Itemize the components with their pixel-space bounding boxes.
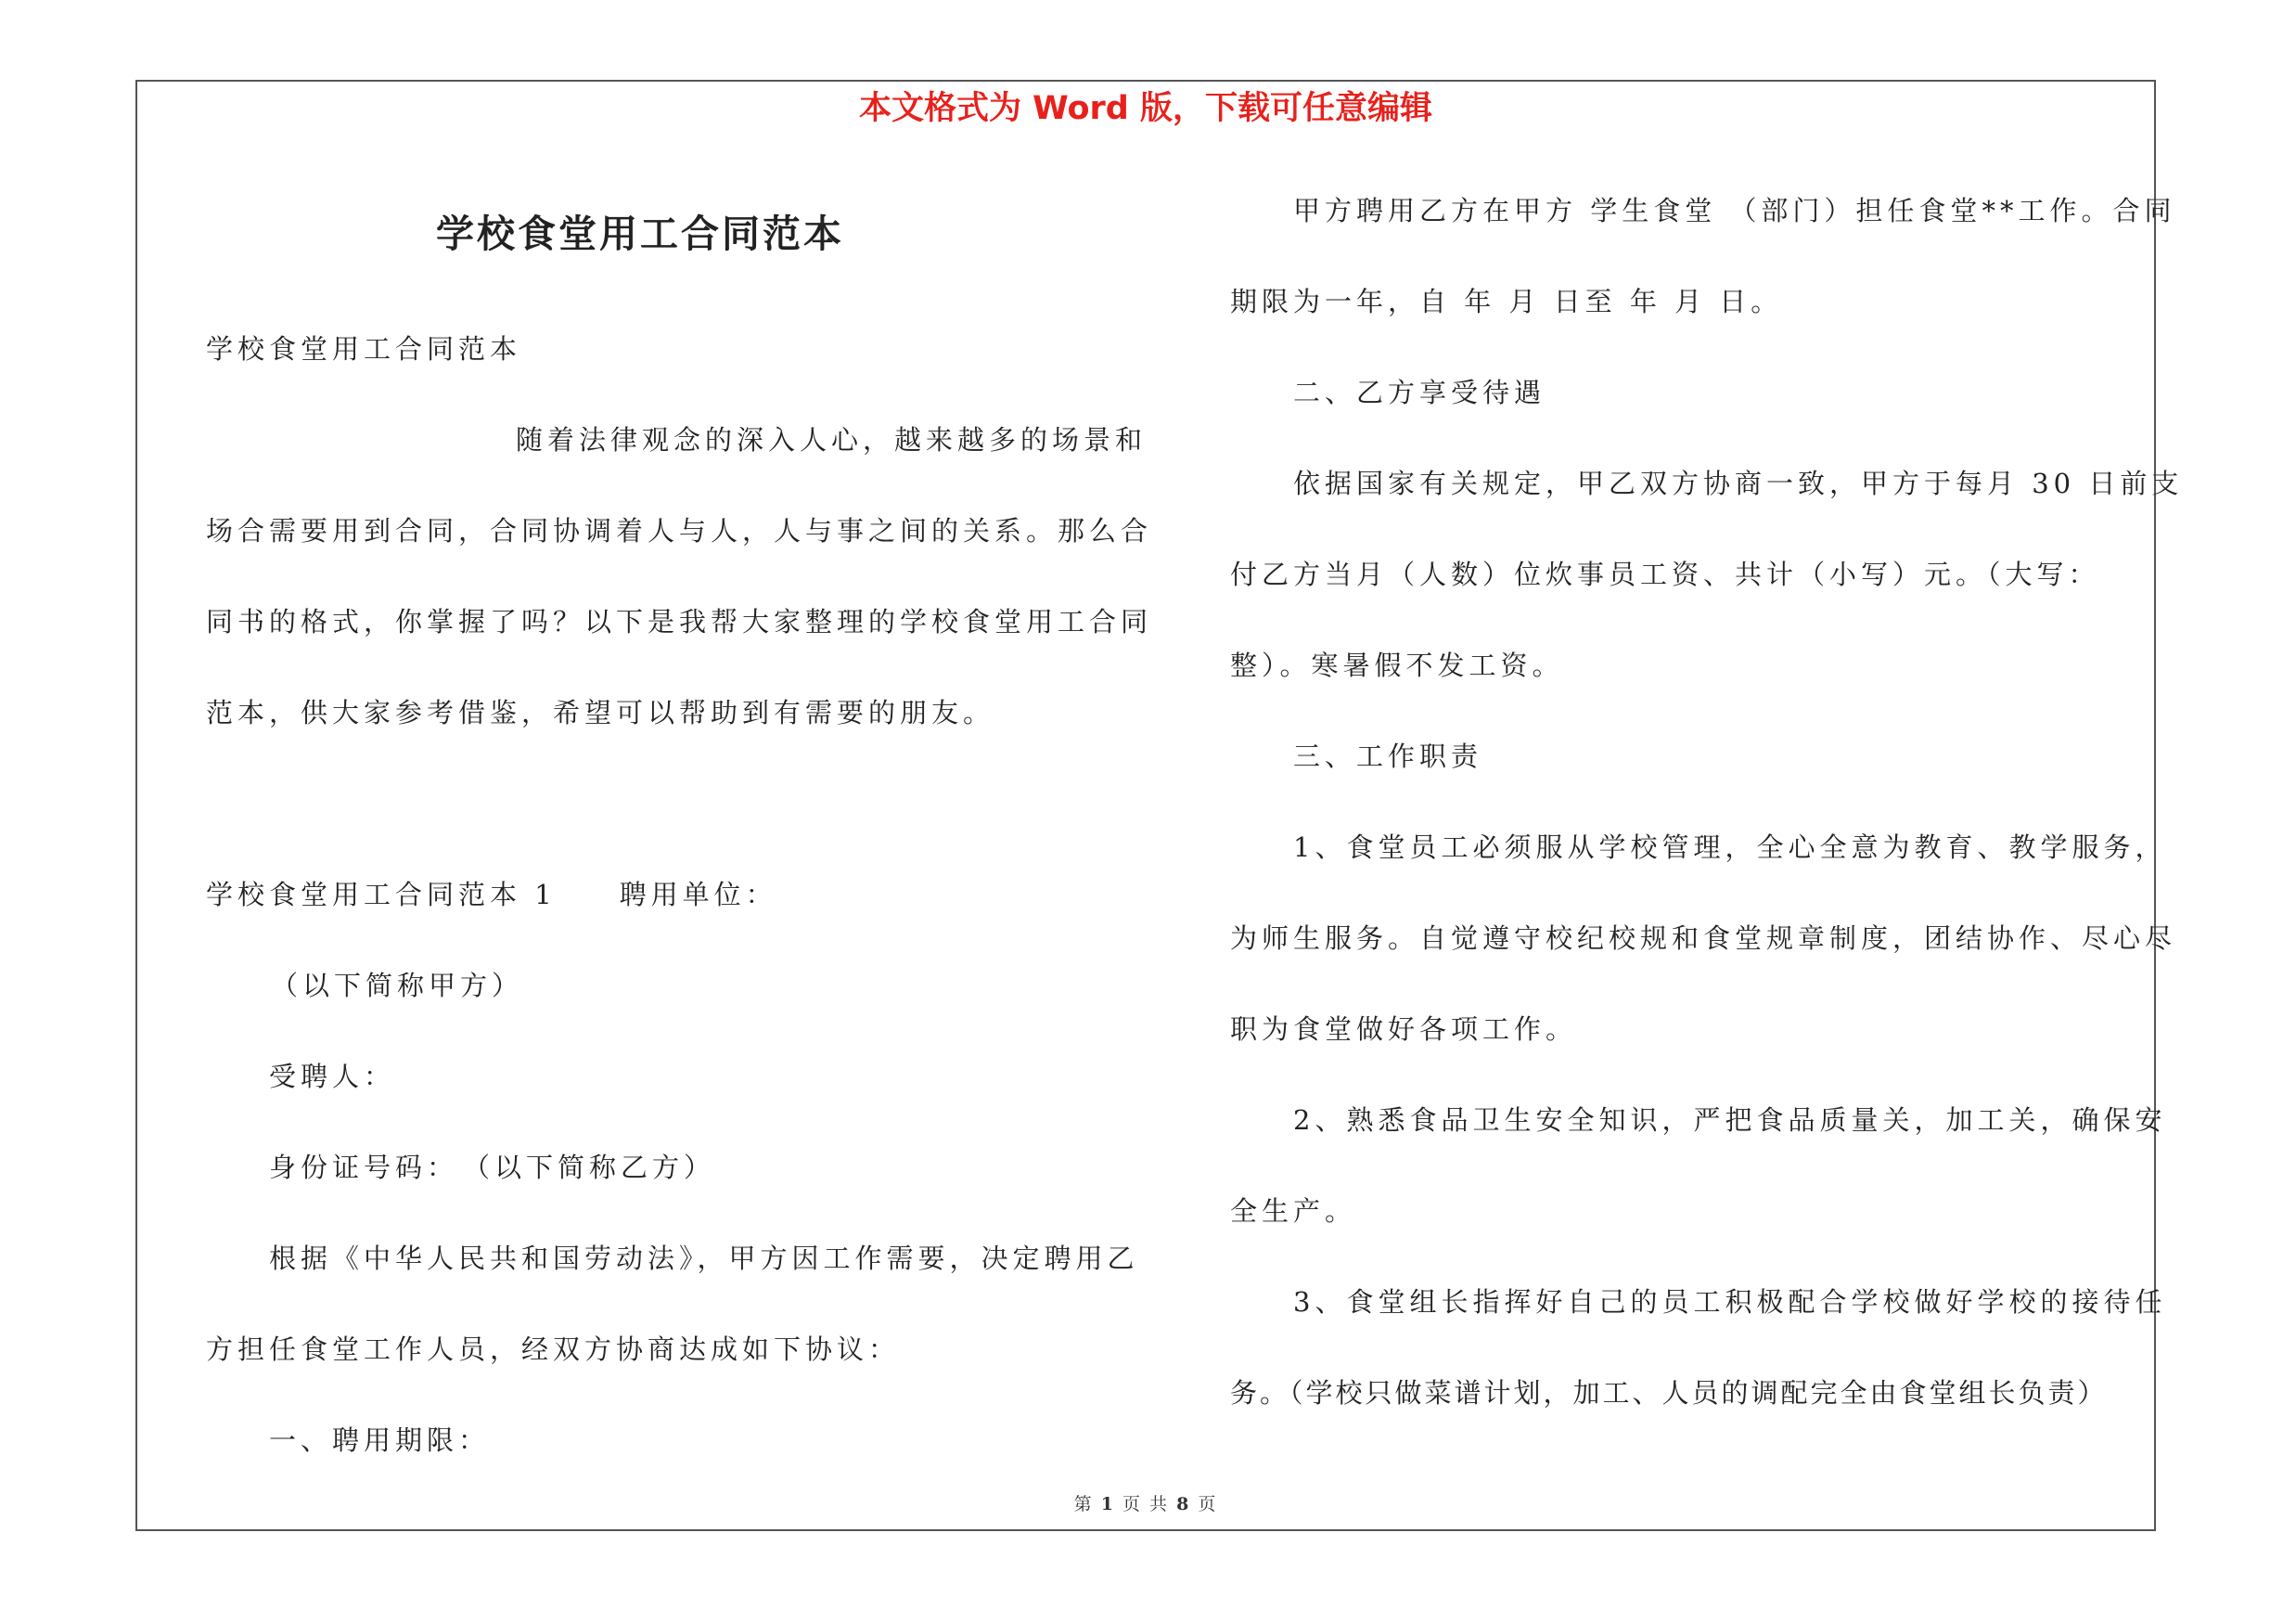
- page-number-middle: 页 共: [1122, 1494, 1170, 1514]
- paragraph-line: 受聘人：: [269, 1061, 396, 1092]
- section-heading-line: 三、工作职责: [1293, 741, 1483, 772]
- document-title: 学校食堂用工合同范本: [436, 212, 844, 256]
- section-heading-line: 一、聘用期限：: [269, 1424, 491, 1456]
- paragraph-line: 期限为一年，自 年 月 日至 年 月 日。: [1230, 286, 1783, 317]
- section-heading-line: 二、乙方享受待遇: [1293, 377, 1546, 408]
- paragraph-line: 身份证号码： （以下简称乙方）: [269, 1152, 716, 1183]
- paragraph-line: 整）。寒暑假不发工资。: [1230, 650, 1564, 681]
- paragraph-line: 依据国家有关规定，甲乙双方协商一致，甲方于每月 30 日前支: [1293, 468, 2184, 499]
- page-number-prefix: 第: [1073, 1494, 1094, 1514]
- total-pages: 8: [1176, 1494, 1191, 1514]
- paragraph-line: 范本，供大家参考借鉴，希望可以帮助到有需要的朋友。: [206, 697, 995, 728]
- paragraph-line: 1、食堂员工必须服从学校管理，全心全意为教育、教学服务，: [1293, 831, 2167, 863]
- paragraph-line: 务。（学校只做菜谱计划，加工、人员的调配完全由食堂组长负责）: [1230, 1377, 2108, 1409]
- paragraph-line: 甲方聘用乙方在甲方 学生食堂 （部门）担任食堂**工作。合同: [1293, 195, 2176, 226]
- paragraph-line: 方担任食堂工作人员，经双方协商达成如下协议：: [206, 1333, 901, 1365]
- contract-heading-line: 学校食堂用工合同范本 1 聘用单位：: [206, 879, 777, 910]
- paragraph-line: 2、熟悉食品卫生安全知识，严把食品质量关，加工关，确保安: [1293, 1104, 2167, 1136]
- paragraph-line: 职为食堂做好各项工作。: [1230, 1013, 1578, 1045]
- paragraph-line: （以下简称甲方）: [271, 970, 524, 1001]
- paragraph-line: 场合需要用到合同，合同协调着人与人，人与事之间的关系。那么合: [206, 515, 1153, 547]
- paragraph-line: 为师生服务。自觉遵守校纪校规和食堂规章制度，团结协作、尽心尽: [1230, 922, 2177, 954]
- paragraph-line: 付乙方当月（人数）位炊事员工资、共计（小写）元。（大写：: [1230, 559, 2100, 590]
- current-page: 1: [1100, 1494, 1115, 1514]
- paragraph-line: 随着法律观念的深入人心，越来越多的场景和: [516, 424, 1148, 456]
- page-number: [135, 1492, 2156, 1516]
- paragraph-line: 同书的格式，你掌握了吗？以下是我帮大家整理的学校食堂用工合同: [206, 606, 1153, 638]
- format-banner: 本文格式为 Word 版，下载可任意编辑: [858, 90, 1433, 127]
- paragraph-line: 3、食堂组长指挥好自己的员工积极配合学校做好学校的接待任: [1293, 1286, 2167, 1318]
- subtitle-line: 学校食堂用工合同范本: [206, 333, 522, 365]
- paragraph-line: 全生产。: [1230, 1195, 1357, 1227]
- page-number-suffix: 页: [1198, 1494, 1218, 1514]
- paragraph-line: 根据《中华人民共和国劳动法》，甲方因工作需要，决定聘用乙: [269, 1243, 1139, 1274]
